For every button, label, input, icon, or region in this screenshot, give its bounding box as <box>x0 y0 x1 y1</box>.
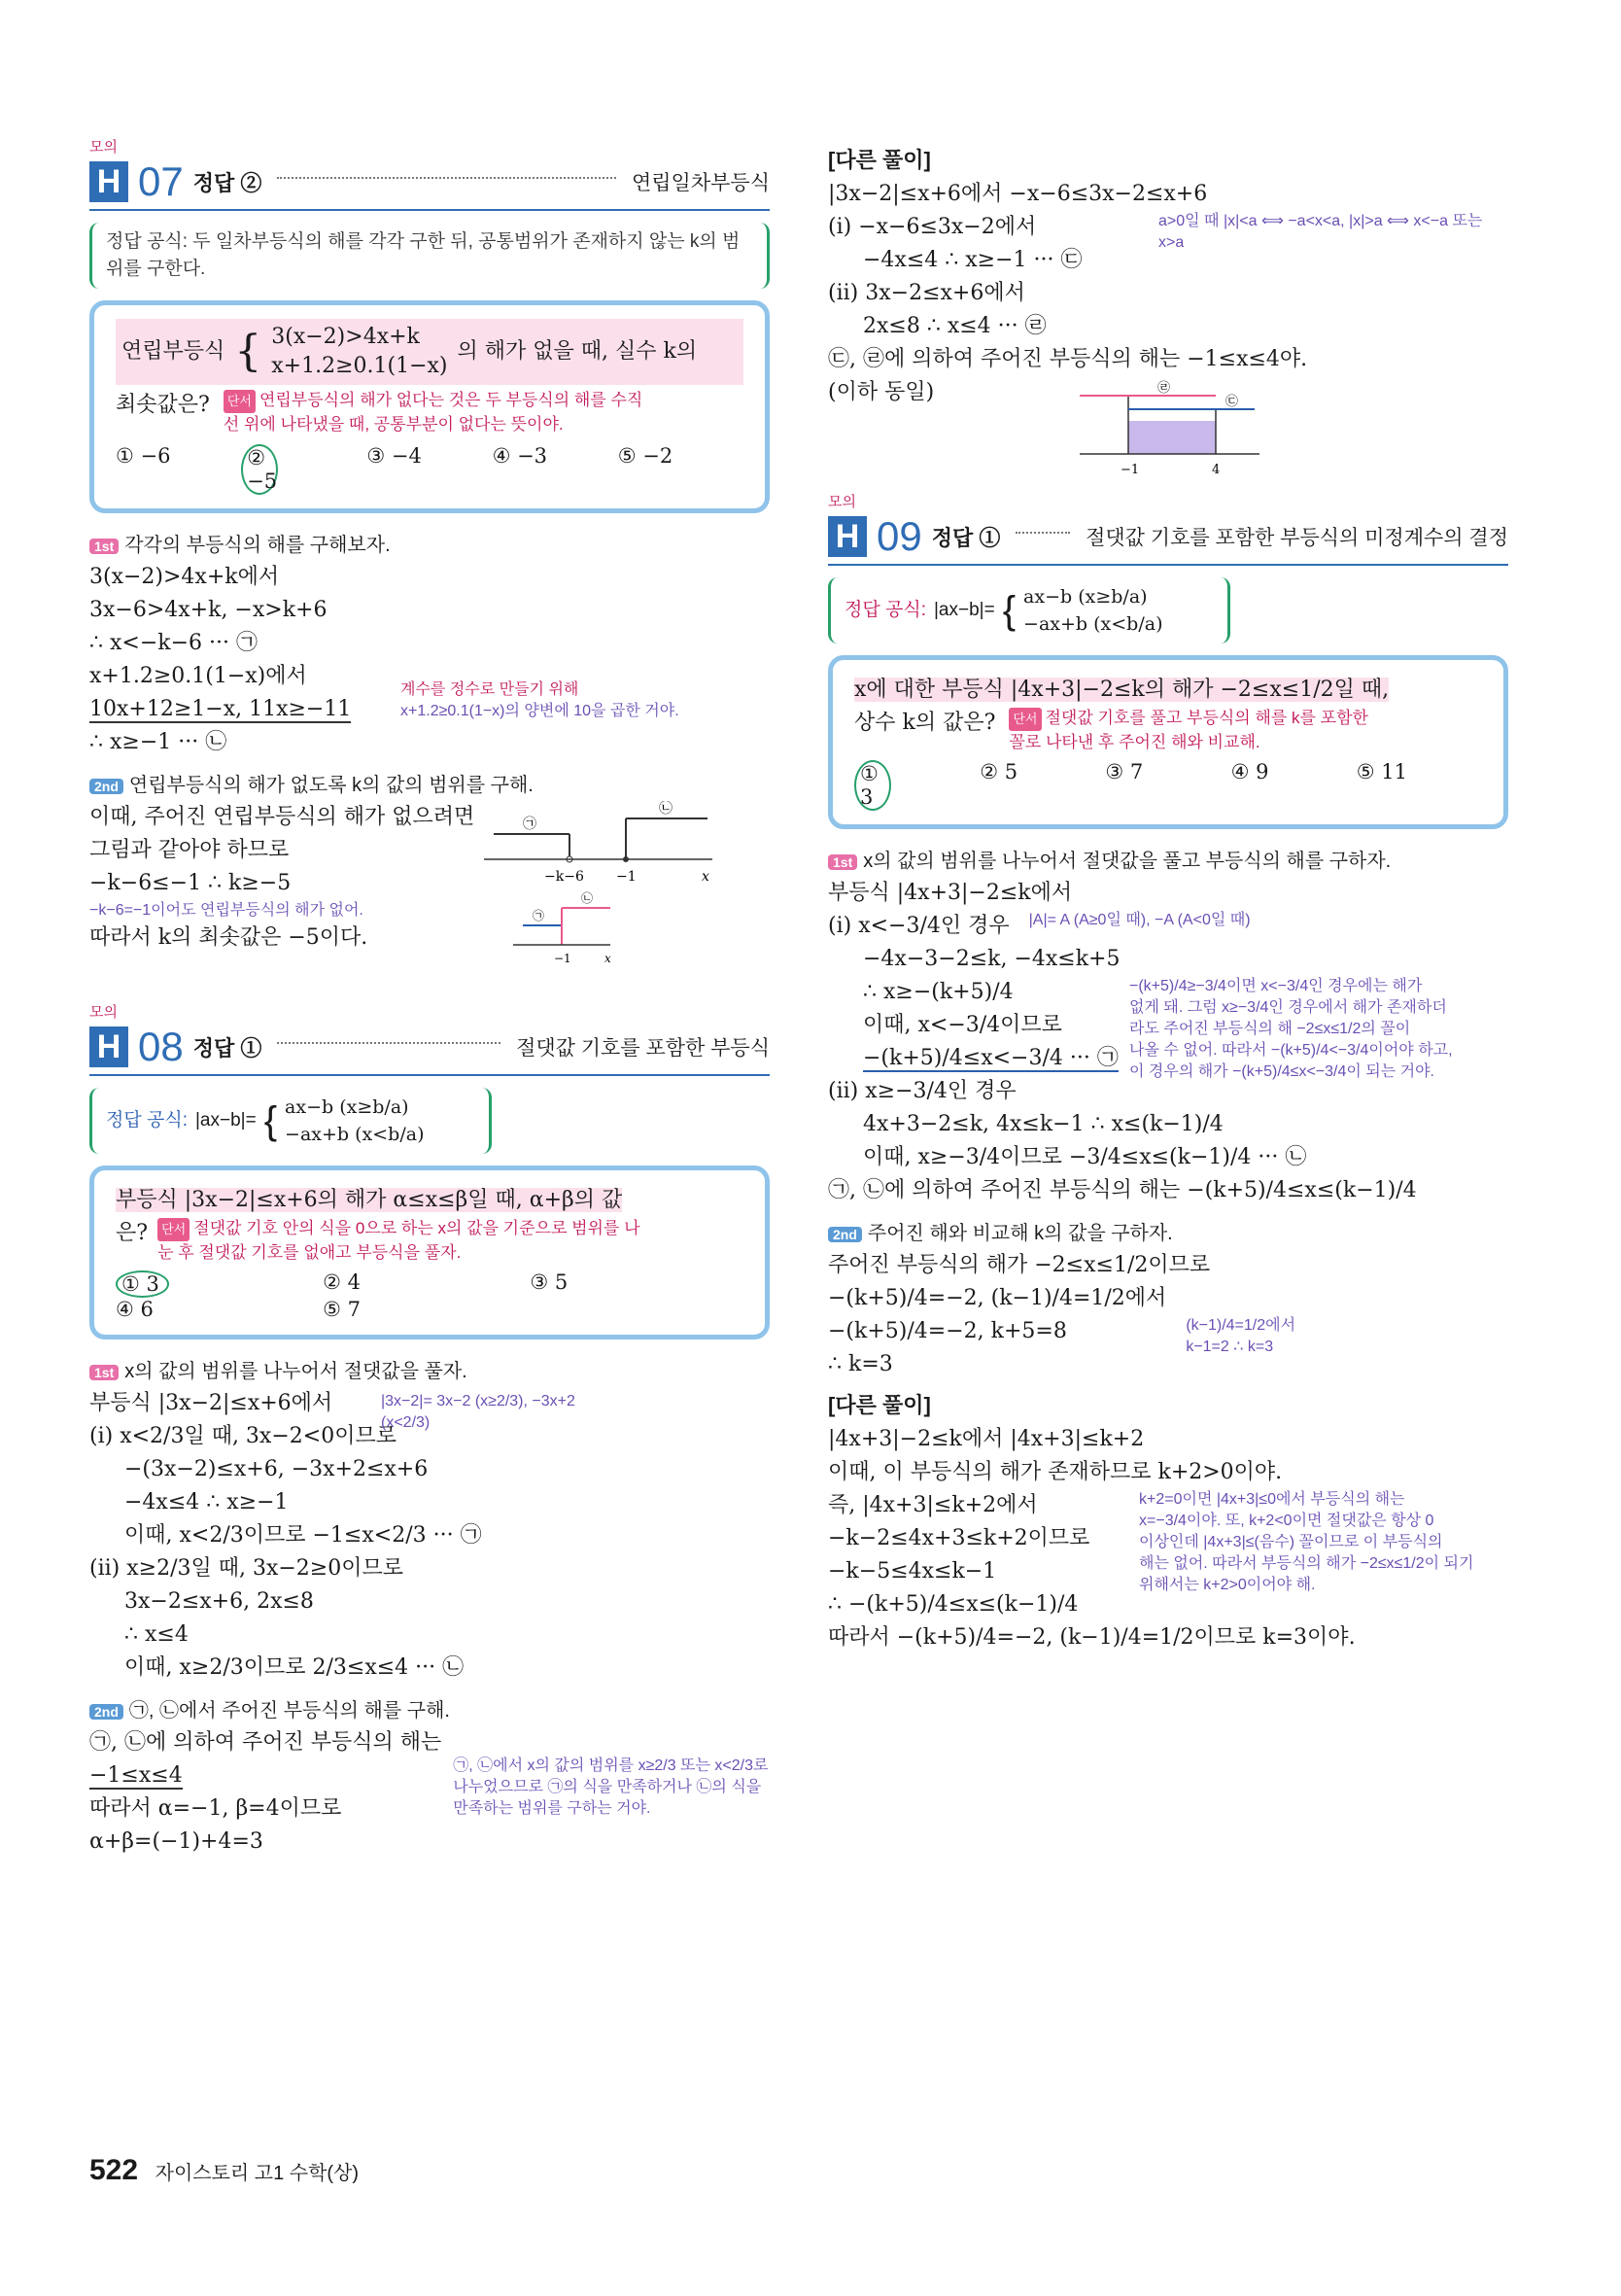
solution-line: ∴ x≥−(k+5)/4 <box>863 980 1014 1004</box>
question-box: 연립부등식 { 3(x−2)>4x+k x+1.2≥0.1(1−x) 의 해가 없을 때, 실수 k의 최솟값은? 단서 연립부등식의 해가 없다는 것은 두 부등식의 해를 수직선 위에 나타냈을 때, 공통부분이 없다는 뜻이야. ① −6 ② −5 ③ −4 ④ −3 ⑤ −2 <box>89 300 770 513</box>
tip-badge: 단서 <box>157 1218 190 1241</box>
step-badge: 1st <box>89 1365 119 1380</box>
tip-badge: 단서 <box>1009 708 1041 731</box>
side-note: ㉠, ㉡에서 x의 값의 범위를 x≥2/3 또는 x<2/3로 나누었으므로 ㉠의 식을 만족하거나 ㉡의 식을 만족하는 범위를 구하는 거야. <box>453 1757 769 1817</box>
choice-correct[interactable]: ① 3 <box>854 760 891 811</box>
solution-line: ∴ x≤4 <box>124 1622 189 1647</box>
question-line1: 부등식 |3x−2|≤x+6의 해가 α≤x≤β일 때, α+β의 값 <box>116 1188 623 1212</box>
solution-line: 부등식 |4x+3|−2≤k에서 <box>828 881 1073 905</box>
solution-line: −(k+5)/4≤x<−3/4 ··· ㉠ <box>863 1046 1119 1070</box>
solution-line: −k−2≤4x+3≤k+2이므로 <box>828 1526 1090 1550</box>
step-1: 1st x의 값의 범위를 나누어서 절댓값을 풀고 부등식의 해를 구하자. <box>828 845 1508 873</box>
topic-label: 연립일차부등식 <box>631 172 770 194</box>
solution-line: −4x−3−2≤k, −4x≤k+5 <box>863 947 1121 971</box>
solution-line: ㉠, ㉡에 의하여 주어진 부등식의 해는 <box>89 1730 442 1755</box>
question-prefix: 연립부등식 <box>121 339 225 364</box>
problem-number: 09 <box>877 513 922 559</box>
solution-line: ∴ k=3 <box>828 1352 893 1376</box>
answer-formula: 정답 공식: |ax−b|= { ax−b (x≥b/a) −ax+b (x<b/a) <box>828 577 1230 644</box>
alt-title: [다른 풀이] <box>828 148 931 172</box>
solution-line: (i) x<−3/4인 경우 <box>828 914 1010 938</box>
topic-label: 절댓값 기호를 포함한 부등식 <box>516 1037 770 1060</box>
tick-label: −k−6 <box>544 869 585 885</box>
tick-label: −1 <box>554 952 571 965</box>
step-badge: 2nd <box>89 1704 123 1720</box>
label-1: ㉣ <box>1157 381 1171 396</box>
right-column <box>828 136 1508 1654</box>
choices <box>854 760 1482 811</box>
solution-line: 이때, x<2/3이므로 −1≤x<2/3 ··· ㉠ <box>124 1523 482 1548</box>
choice[interactable]: ③ 5 <box>530 1270 569 1294</box>
solution-line: x+1.2≥0.1(1−x)에서 <box>89 664 307 688</box>
solution-line: ㉢, ㉣에 의하여 주어진 부등식의 해는 −1≤x≤4야. <box>828 347 1308 371</box>
answer-formula: 정답 공식: 두 일차부등식의 해를 각각 구한 뒤, 공통범위가 존재하지 않는 k의 범위를 구한다. <box>89 223 770 289</box>
solution-line: 이때, x<−3/4이므로 <box>863 1013 1062 1037</box>
question-line2: 최솟값은? <box>116 393 210 417</box>
tick-label: 4 <box>1212 463 1221 477</box>
step-badge: 2nd <box>828 1227 862 1242</box>
choice-correct[interactable]: ① 3 <box>116 1270 169 1298</box>
axis-label: x <box>702 869 710 885</box>
solution-line: 3(x−2)>4x+k에서 <box>89 565 280 589</box>
inequality-2: x+1.2≥0.1(1−x) <box>271 354 448 378</box>
choices <box>116 1270 743 1321</box>
solution-line: (ii) 3x−2≤x+6에서 <box>828 281 1025 305</box>
problem-h09 <box>828 491 1508 1381</box>
moi-label: 모의 <box>828 494 856 510</box>
h-badge: H <box>89 1026 128 1067</box>
solution-line: 이때, 이 부등식의 해가 존재하므로 k+2>0이야. <box>828 1460 1283 1484</box>
alt-title: [다른 풀이] <box>828 1393 931 1417</box>
alt-solution-h08 <box>828 144 1508 483</box>
solution-line: 주어진 부등식의 해가 −2≤x≤1/2이므로 <box>828 1253 1211 1277</box>
problem-h07 <box>89 136 770 966</box>
solution-line: −4x≤4 ∴ x≥−1 <box>124 1490 289 1514</box>
solution-line: α+β=(−1)+4=3 <box>89 1829 263 1854</box>
label-1: ㉠ <box>523 817 537 832</box>
tip-badge: 단서 <box>224 390 256 413</box>
solution-line: −4x≤4 ∴ x≥−1 ··· ㉢ <box>863 248 1083 272</box>
side-note: k+2=0이면 |4x+3|≤0에서 부등식의 해는 x=−3/4이야. 또, k+2<0이면 절댓값은 항상 0 이상인데 |4x+3|≤(음수) 꼴이므로 이 부등식의 해는 없어. 따라서 부등식의 해가 −2≤x≤1/2이 되기 위해서는 k+2>0이어야 해. <box>1139 1491 1474 1593</box>
h-badge: H <box>828 516 867 557</box>
step-badge: 1st <box>89 539 119 554</box>
answer-label: 정답 ① <box>192 1035 262 1061</box>
solution-line: |4x+3|−2≤k에서 |4x+3|≤k+2 <box>828 1427 1145 1451</box>
solution-line: −k−5≤4x≤k−1 <box>828 1559 997 1583</box>
choice[interactable]: ⑤ 7 <box>323 1298 362 1321</box>
solution-line: ∴ −(k+5)/4≤x≤(k−1)/4 <box>828 1592 1079 1617</box>
step-1: 1st x의 값의 범위를 나누어서 절댓값을 풀자. <box>89 1355 770 1383</box>
question-box <box>828 655 1508 829</box>
solution-line: (i) −x−6≤3x−2에서 <box>828 215 1037 239</box>
solution-line: −k−6≤−1 ∴ k≥−5 <box>89 871 292 895</box>
choice[interactable]: ⑤ 11 <box>1356 760 1407 783</box>
problem-header <box>89 158 770 211</box>
inequality-1: 3(x−2)>4x+k <box>271 325 420 349</box>
choice[interactable]: ④ 9 <box>1230 760 1269 783</box>
alt-solution-h09 <box>828 1389 1508 1654</box>
question-box <box>89 1165 770 1339</box>
choice[interactable]: ③ 7 <box>1105 760 1144 783</box>
axis-label: x <box>604 952 612 965</box>
solution-line: (ii) x≥2/3일 때, 3x−2≥0이므로 <box>89 1556 403 1581</box>
question-line2: 은? <box>116 1221 149 1245</box>
solution-note: −k−6=−1이어도 연립부등식의 해가 없어. <box>89 902 363 919</box>
label-2: ㉢ <box>1225 395 1239 409</box>
solution-line: 따라서 α=−1, β=4이므로 <box>89 1796 342 1821</box>
solution-line: 4x+3−2≤k, 4x≤k−1 ∴ x≤(k−1)/4 <box>863 1112 1224 1136</box>
label-2: ㉡ <box>659 801 673 817</box>
solution-line: ㉠, ㉡에 의하여 주어진 부등식의 해는 −(k+5)/4≤x≤(k−1)/4 <box>828 1178 1417 1202</box>
problem-header <box>89 1024 770 1076</box>
book-title: 자이스토리 고1 수학(상) <box>155 2163 360 2184</box>
tip-text: 절댓값 기호 안의 식을 0으로 하는 x의 값을 기준으로 범위를 나눈 후 절댓값 기호를 없애고 부등식을 풀자. <box>157 1219 640 1262</box>
conclusion: 따라서 k의 최솟값은 −5이다. <box>89 925 368 950</box>
tip-text: 연립부등식의 해가 없다는 것은 두 부등식의 해를 수직선 위에 나타냈을 때, 공통부분이 없다는 뜻이야. <box>223 391 643 434</box>
number-line-figure <box>484 801 717 966</box>
solution-line: 3x−2≤x+6, 2x≤8 <box>124 1589 314 1614</box>
step-2: 2nd ㉠, ㉡에서 주어진 부등식의 해를 구해. <box>89 1694 770 1722</box>
problem-header <box>828 513 1508 566</box>
choice[interactable]: ③ −4 <box>366 444 422 468</box>
left-column <box>89 136 770 1859</box>
solution-line: 3x−6>4x+k, −x>k+6 <box>89 598 328 622</box>
page-footer <box>89 2154 359 2187</box>
page-number: 522 <box>89 2154 139 2186</box>
step-1: 1st 각각의 부등식의 해를 구해보자. <box>89 529 770 557</box>
step-2: 2nd 주어진 해와 비교해 k의 값을 구하자. <box>828 1217 1508 1245</box>
tick-label: −1 <box>616 869 637 885</box>
solution-line: 따라서 −(k+5)/4=−2, (k−1)/4=1/2이므로 k=3이야. <box>828 1625 1356 1650</box>
solution-line: (이하 동일) <box>828 380 935 404</box>
solution-line: (ii) x≥−3/4인 경우 <box>828 1079 1017 1103</box>
solution-line: −(k+5)/4=−2, (k−1)/4=1/2에서 <box>828 1286 1167 1310</box>
step-badge: 2nd <box>89 779 123 794</box>
choice[interactable]: ② 4 <box>323 1270 362 1294</box>
solution-line: −(k+5)/4=−2, k+5=8 <box>828 1319 1067 1343</box>
answer-formula: 정답 공식: |ax−b|= { ax−b (x≥b/a) −ax+b (x<b/a) <box>89 1088 492 1154</box>
choice-correct[interactable]: ② −5 <box>241 444 278 495</box>
solution-line: 10x+12≥1−x, 11x≥−11 <box>89 697 352 721</box>
side-note: −(k+5)/4≥−3/4이면 x<−3/4인 경우에는 해가 없게 돼. 그럼 x≥−3/4인 경우에서 해가 존재하더 라도 주어진 부등식의 해 −2≤x≤1/2의 꼴이 나올 수 없어. 따라서 −(k+5)/4<−3/4이어야 하고, 이 경우의 해가 −(k+5)/4≤x<−3/4이 되는 거야. <box>1129 978 1453 1080</box>
solution-line: (i) x<2/3일 때, 3x−2<0이므로 <box>89 1424 397 1448</box>
solution-line: |3x−2|≤x+6에서 −x−6≤3x−2≤x+6 <box>828 182 1208 206</box>
question-suffix: 의 해가 없을 때, 실수 k의 <box>457 339 698 364</box>
solution-line: ∴ x≥−1 ··· ㉡ <box>89 730 227 754</box>
question-line1: x에 대한 부등식 |4x+3|−2≤k의 해가 −2≤x≤1/2일 때, <box>854 678 1390 702</box>
solution-line: 이때, 주어진 연립부등식의 해가 없으려면 <box>89 805 475 829</box>
problem-number: 08 <box>138 1024 184 1069</box>
solution-line: −1≤x≤4 <box>89 1763 183 1788</box>
moi-label: 모의 <box>89 139 118 156</box>
side-note: |A|= A (A≥0일 때), −A (A<0일 때) <box>1028 912 1251 928</box>
h-badge: H <box>89 161 128 202</box>
solution-line: 이때, x≥2/3이므로 2/3≤x≤4 ··· ㉡ <box>124 1655 465 1680</box>
choice[interactable]: ④ 6 <box>116 1298 154 1321</box>
solution-line: ∴ x<−k−6 ··· ㉠ <box>89 631 258 655</box>
side-note: a>0일 때 |x|<a ⟺ −a<x<a, |x|>a ⟺ x<−a 또는 x>a <box>1158 213 1483 251</box>
solution-line: 그림과 같아야 하므로 <box>89 838 290 862</box>
solution-line: 2x≤8 ∴ x≤4 ··· ㉣ <box>863 314 1047 338</box>
problem-h08 <box>89 1001 770 1859</box>
question-line2: 상수 k의 값은? <box>854 711 996 735</box>
solution-line: 이때, x≥−3/4이므로 −3/4≤x≤(k−1)/4 ··· ㉡ <box>863 1145 1307 1169</box>
answer-label: 정답 ① <box>931 525 1001 550</box>
choice[interactable]: ① −6 <box>116 444 171 468</box>
label-1: ㉠ <box>533 909 545 922</box>
choice[interactable]: ⑤ −2 <box>617 444 673 468</box>
label-2: ㉡ <box>581 891 594 905</box>
topic-label: 절댓값 기호를 포함한 부등식의 미정계수의 결정 <box>1086 527 1508 549</box>
step-badge: 1st <box>828 854 857 870</box>
problem-number: 07 <box>138 158 184 204</box>
solution-line: 즉, |4x+3|≤k+2에서 <box>828 1493 1038 1517</box>
side-note: |3x−2|= 3x−2 (x≥2/3), −3x+2 (x<2/3) <box>381 1393 575 1431</box>
side-note: (k−1)/4=1/2에서 k−1=2 ∴ k=3 <box>1186 1317 1296 1355</box>
tip-text: 절댓값 기호를 풀고 부등식의 해를 k를 포함한 꼴로 나타낸 후 주어진 해와 비교해. <box>1009 709 1368 751</box>
side-note: 계수를 정수로 만들기 위해 x+1.2≥0.1(1−x)의 양변에 10을 곱한 거야. <box>400 681 679 719</box>
solution-line: −(3x−2)≤x+6, −3x+2≤x+6 <box>124 1457 429 1481</box>
number-line-figure <box>1070 376 1264 483</box>
step-2: 2nd 연립부등식의 해가 없도록 k의 값의 범위를 구해. <box>89 769 770 797</box>
choices <box>116 444 743 495</box>
choice[interactable]: ④ −3 <box>492 444 548 468</box>
moi-label: 모의 <box>89 1004 118 1021</box>
solution-line: 부등식 |3x−2|≤x+6에서 <box>89 1391 333 1415</box>
tick-label: −1 <box>1121 463 1140 477</box>
choice[interactable]: ② 5 <box>980 760 1018 783</box>
answer-label: 정답 ② <box>192 170 262 195</box>
